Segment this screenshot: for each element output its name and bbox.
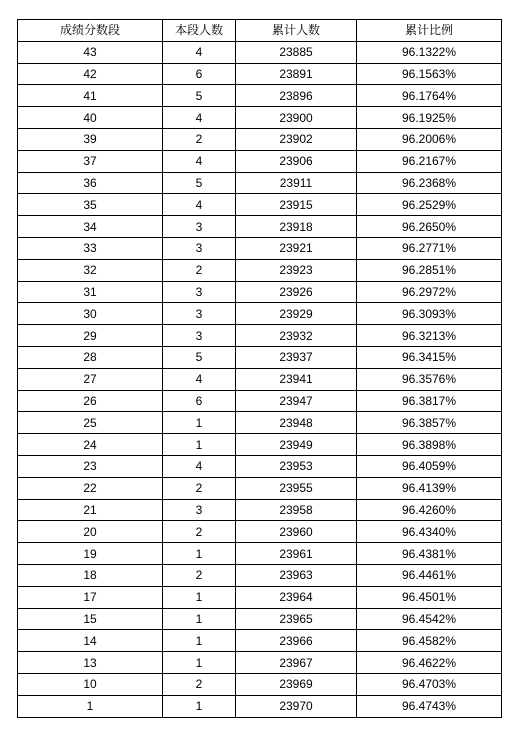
cumulative-count-cell: 23929 bbox=[236, 303, 357, 325]
segment-count-cell: 1 bbox=[163, 608, 236, 630]
cumulative-count-cell: 23932 bbox=[236, 325, 357, 347]
cumulative-ratio-cell: 96.2771% bbox=[357, 237, 502, 259]
score-cell: 40 bbox=[18, 107, 163, 129]
cumulative-ratio-cell: 96.4059% bbox=[357, 455, 502, 477]
header-row bbox=[18, 20, 502, 42]
score-cell: 31 bbox=[18, 281, 163, 303]
table-row bbox=[18, 543, 502, 565]
cumulative-ratio-cell: 96.3415% bbox=[357, 346, 502, 368]
cumulative-count-cell: 23961 bbox=[236, 543, 357, 565]
cumulative-ratio-cell: 96.1563% bbox=[357, 63, 502, 85]
segment-count-cell: 1 bbox=[163, 652, 236, 674]
segment-count-cell: 1 bbox=[163, 434, 236, 456]
segment-count-cell: 1 bbox=[163, 695, 236, 717]
segment-count-cell: 2 bbox=[163, 259, 236, 281]
cumulative-count-cell: 23966 bbox=[236, 630, 357, 652]
cumulative-ratio-cell: 96.2006% bbox=[357, 128, 502, 150]
segment-count-cell: 2 bbox=[163, 521, 236, 543]
header-cumulative-ratio: 累计比例 bbox=[357, 20, 502, 42]
cumulative-count-cell: 23926 bbox=[236, 281, 357, 303]
score-cell: 42 bbox=[18, 63, 163, 85]
cumulative-count-cell: 23911 bbox=[236, 172, 357, 194]
cumulative-ratio-cell: 96.4461% bbox=[357, 564, 502, 586]
segment-count-cell: 4 bbox=[163, 150, 236, 172]
cumulative-count-cell: 23967 bbox=[236, 652, 357, 674]
cumulative-count-cell: 23965 bbox=[236, 608, 357, 630]
cumulative-ratio-cell: 96.4622% bbox=[357, 652, 502, 674]
table-row bbox=[18, 325, 502, 347]
segment-count-cell: 4 bbox=[163, 455, 236, 477]
segment-count-cell: 1 bbox=[163, 412, 236, 434]
segment-count-cell: 5 bbox=[163, 85, 236, 107]
segment-count-cell: 2 bbox=[163, 673, 236, 695]
segment-count-cell: 4 bbox=[163, 107, 236, 129]
cumulative-ratio-cell: 96.4703% bbox=[357, 673, 502, 695]
segment-count-cell: 4 bbox=[163, 41, 236, 63]
score-cell: 28 bbox=[18, 346, 163, 368]
cumulative-count-cell: 23964 bbox=[236, 586, 357, 608]
cumulative-count-cell: 23915 bbox=[236, 194, 357, 216]
score-cell: 27 bbox=[18, 368, 163, 390]
table-row bbox=[18, 41, 502, 63]
table-row bbox=[18, 521, 502, 543]
table-row bbox=[18, 434, 502, 456]
cumulative-count-cell: 23948 bbox=[236, 412, 357, 434]
cumulative-ratio-cell: 96.4381% bbox=[357, 543, 502, 565]
segment-count-cell: 1 bbox=[163, 543, 236, 565]
cumulative-count-cell: 23963 bbox=[236, 564, 357, 586]
score-cell: 23 bbox=[18, 455, 163, 477]
segment-count-cell: 2 bbox=[163, 477, 236, 499]
score-distribution-table bbox=[17, 19, 502, 718]
score-cell: 14 bbox=[18, 630, 163, 652]
cumulative-ratio-cell: 96.2972% bbox=[357, 281, 502, 303]
cumulative-count-cell: 23953 bbox=[236, 455, 357, 477]
cumulative-count-cell: 23906 bbox=[236, 150, 357, 172]
segment-count-cell: 4 bbox=[163, 194, 236, 216]
segment-count-cell: 3 bbox=[163, 216, 236, 238]
table-row bbox=[18, 107, 502, 129]
cumulative-ratio-cell: 96.4542% bbox=[357, 608, 502, 630]
segment-count-cell: 5 bbox=[163, 172, 236, 194]
score-cell: 24 bbox=[18, 434, 163, 456]
table-row bbox=[18, 85, 502, 107]
score-cell: 22 bbox=[18, 477, 163, 499]
segment-count-cell: 6 bbox=[163, 390, 236, 412]
cumulative-ratio-cell: 96.3817% bbox=[357, 390, 502, 412]
score-cell: 36 bbox=[18, 172, 163, 194]
score-cell: 43 bbox=[18, 41, 163, 63]
score-cell: 33 bbox=[18, 237, 163, 259]
segment-count-cell: 2 bbox=[163, 128, 236, 150]
cumulative-ratio-cell: 96.1925% bbox=[357, 107, 502, 129]
table-row bbox=[18, 194, 502, 216]
score-cell: 35 bbox=[18, 194, 163, 216]
cumulative-count-cell: 23958 bbox=[236, 499, 357, 521]
score-cell: 26 bbox=[18, 390, 163, 412]
cumulative-ratio-cell: 96.3898% bbox=[357, 434, 502, 456]
table-row bbox=[18, 346, 502, 368]
table-row bbox=[18, 172, 502, 194]
score-cell: 29 bbox=[18, 325, 163, 347]
table-row bbox=[18, 216, 502, 238]
segment-count-cell: 3 bbox=[163, 325, 236, 347]
cumulative-count-cell: 23891 bbox=[236, 63, 357, 85]
score-cell: 30 bbox=[18, 303, 163, 325]
table-row bbox=[18, 477, 502, 499]
table-row bbox=[18, 390, 502, 412]
table-row bbox=[18, 237, 502, 259]
segment-count-cell: 3 bbox=[163, 499, 236, 521]
score-cell: 25 bbox=[18, 412, 163, 434]
score-cell: 10 bbox=[18, 673, 163, 695]
cumulative-count-cell: 23902 bbox=[236, 128, 357, 150]
cumulative-ratio-cell: 96.1764% bbox=[357, 85, 502, 107]
cumulative-ratio-cell: 96.3093% bbox=[357, 303, 502, 325]
segment-count-cell: 2 bbox=[163, 564, 236, 586]
score-cell: 21 bbox=[18, 499, 163, 521]
table-row bbox=[18, 303, 502, 325]
cumulative-count-cell: 23941 bbox=[236, 368, 357, 390]
cumulative-ratio-cell: 96.4260% bbox=[357, 499, 502, 521]
table-header bbox=[18, 20, 502, 42]
segment-count-cell: 6 bbox=[163, 63, 236, 85]
cumulative-ratio-cell: 96.3213% bbox=[357, 325, 502, 347]
cumulative-count-cell: 23900 bbox=[236, 107, 357, 129]
score-cell: 34 bbox=[18, 216, 163, 238]
cumulative-ratio-cell: 96.4139% bbox=[357, 477, 502, 499]
table-row bbox=[18, 564, 502, 586]
score-cell: 1 bbox=[18, 695, 163, 717]
cumulative-count-cell: 23947 bbox=[236, 390, 357, 412]
cumulative-ratio-cell: 96.3576% bbox=[357, 368, 502, 390]
header-score-range: 成绩分数段 bbox=[18, 20, 163, 42]
table-row bbox=[18, 695, 502, 717]
table-row bbox=[18, 455, 502, 477]
segment-count-cell: 3 bbox=[163, 281, 236, 303]
score-cell: 19 bbox=[18, 543, 163, 565]
score-cell: 13 bbox=[18, 652, 163, 674]
cumulative-ratio-cell: 96.4582% bbox=[357, 630, 502, 652]
cumulative-count-cell: 23921 bbox=[236, 237, 357, 259]
score-cell: 20 bbox=[18, 521, 163, 543]
cumulative-count-cell: 23969 bbox=[236, 673, 357, 695]
score-cell: 18 bbox=[18, 564, 163, 586]
cumulative-ratio-cell: 96.2529% bbox=[357, 194, 502, 216]
table-row bbox=[18, 608, 502, 630]
segment-count-cell: 3 bbox=[163, 303, 236, 325]
table-row bbox=[18, 368, 502, 390]
cumulative-count-cell: 23960 bbox=[236, 521, 357, 543]
table-row bbox=[18, 673, 502, 695]
cumulative-count-cell: 23955 bbox=[236, 477, 357, 499]
cumulative-count-cell: 23918 bbox=[236, 216, 357, 238]
table-row bbox=[18, 499, 502, 521]
table-body bbox=[18, 41, 502, 717]
table-row bbox=[18, 412, 502, 434]
cumulative-count-cell: 23896 bbox=[236, 85, 357, 107]
table-row bbox=[18, 281, 502, 303]
cumulative-ratio-cell: 96.2650% bbox=[357, 216, 502, 238]
cumulative-ratio-cell: 96.2368% bbox=[357, 172, 502, 194]
segment-count-cell: 1 bbox=[163, 586, 236, 608]
score-cell: 41 bbox=[18, 85, 163, 107]
cumulative-ratio-cell: 96.4501% bbox=[357, 586, 502, 608]
cumulative-ratio-cell: 96.3857% bbox=[357, 412, 502, 434]
table-row bbox=[18, 630, 502, 652]
score-cell: 37 bbox=[18, 150, 163, 172]
cumulative-ratio-cell: 96.4743% bbox=[357, 695, 502, 717]
table-row bbox=[18, 63, 502, 85]
cumulative-ratio-cell: 96.4340% bbox=[357, 521, 502, 543]
score-cell: 17 bbox=[18, 586, 163, 608]
cumulative-ratio-cell: 96.2851% bbox=[357, 259, 502, 281]
header-cumulative-count: 累计人数 bbox=[236, 20, 357, 42]
cumulative-count-cell: 23923 bbox=[236, 259, 357, 281]
cumulative-count-cell: 23937 bbox=[236, 346, 357, 368]
score-cell: 32 bbox=[18, 259, 163, 281]
table-row bbox=[18, 128, 502, 150]
cumulative-ratio-cell: 96.1322% bbox=[357, 41, 502, 63]
table-row bbox=[18, 652, 502, 674]
score-cell: 39 bbox=[18, 128, 163, 150]
table-row bbox=[18, 150, 502, 172]
segment-count-cell: 5 bbox=[163, 346, 236, 368]
table-row bbox=[18, 586, 502, 608]
cumulative-count-cell: 23949 bbox=[236, 434, 357, 456]
cumulative-count-cell: 23970 bbox=[236, 695, 357, 717]
header-segment-count: 本段人数 bbox=[163, 20, 236, 42]
segment-count-cell: 3 bbox=[163, 237, 236, 259]
score-cell: 15 bbox=[18, 608, 163, 630]
segment-count-cell: 1 bbox=[163, 630, 236, 652]
table-row bbox=[18, 259, 502, 281]
cumulative-ratio-cell: 96.2167% bbox=[357, 150, 502, 172]
segment-count-cell: 4 bbox=[163, 368, 236, 390]
cumulative-count-cell: 23885 bbox=[236, 41, 357, 63]
